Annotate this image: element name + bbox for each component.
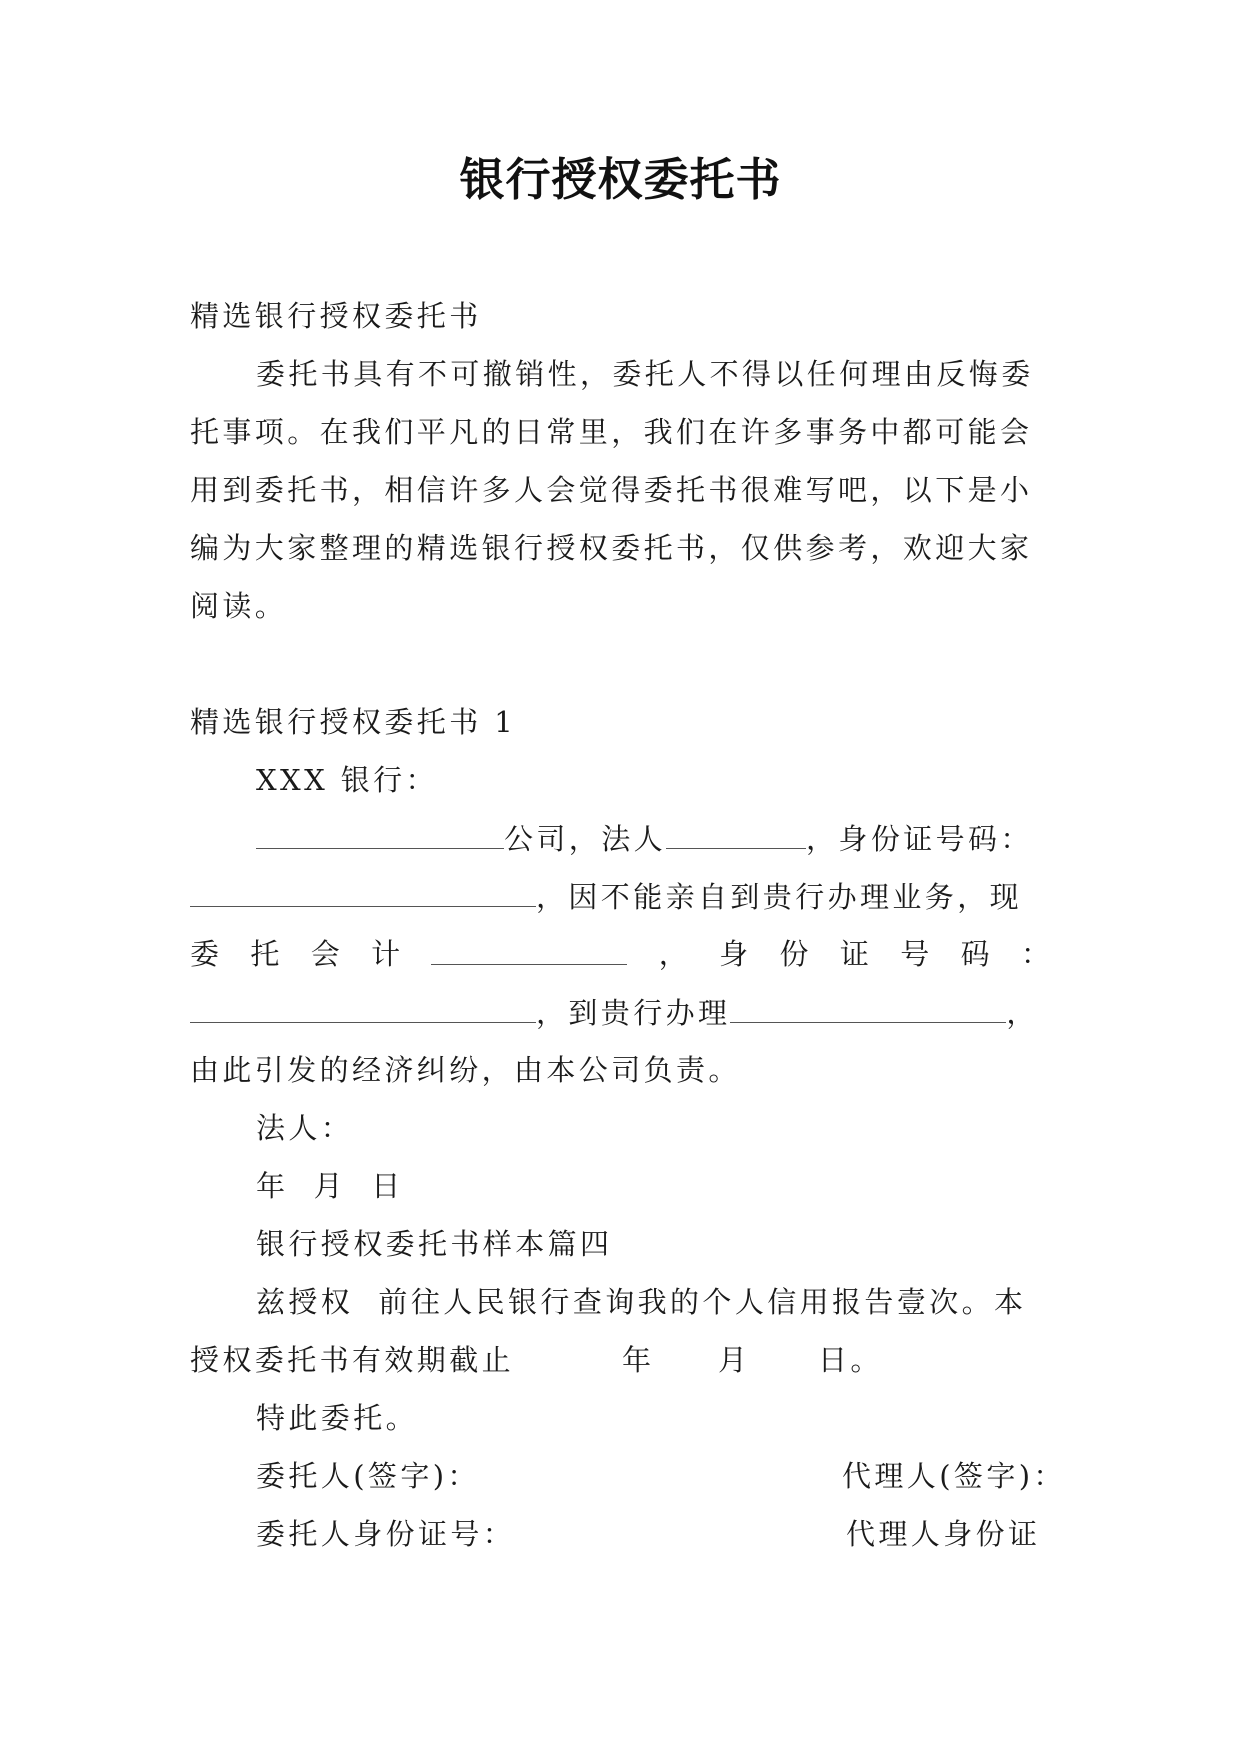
intro-line-1: 委托书具有不可撤销性，委托人不得以任何理由反悔委	[256, 357, 1034, 391]
id-number-label: ，身份证号码：	[806, 822, 1033, 856]
principal-id-label: 委托人身份证号：	[256, 1517, 516, 1551]
intro-line-4: 编为大家整理的精选银行授权委托书，仅供参考，欢迎大家	[190, 531, 1033, 565]
agent-signature-label: 代理人(签字)：	[842, 1459, 1066, 1493]
liability-line: 由此引发的经济纠纷，由本公司负责。	[190, 1053, 741, 1087]
date-line: 年 月 日	[256, 1169, 404, 1203]
accountant-tail-char: ：	[1020, 937, 1050, 971]
accountant-id-blank	[190, 992, 536, 1023]
special-entrust: 特此委托。	[256, 1401, 419, 1435]
accountant-tail-char: 号	[900, 937, 930, 971]
section-4-title: 银行授权委托书样本篇四	[256, 1227, 613, 1261]
section-1-title: 精选银行授权委托书 1	[190, 705, 517, 739]
intro-line-5: 阅读。	[190, 589, 288, 623]
document-title: 银行授权委托书	[459, 153, 782, 206]
principal-signature-label: 委托人(签字)：	[256, 1459, 480, 1493]
body-line-4	[190, 992, 1060, 1033]
accountant-tail-char: ，	[658, 937, 688, 971]
legal-person-blank	[666, 818, 806, 849]
document-subtitle: 精选银行授权委托书	[190, 299, 482, 333]
authorization-line-2	[190, 1340, 1050, 1380]
body-line-2	[190, 876, 1050, 917]
legal-id-blank	[190, 876, 536, 907]
intro-line-3: 用到委托书，相信许多人会觉得委托书很难写吧，以下是小	[190, 473, 1033, 507]
legal-person-label: 法人：	[256, 1111, 354, 1145]
validity-day: 日。	[818, 1343, 883, 1377]
accountant-char: 托	[250, 937, 280, 971]
body-line-1	[256, 818, 1056, 859]
comma: ，	[1006, 996, 1039, 1030]
accountant-tail-char: 份	[779, 937, 809, 971]
body-line-3	[190, 934, 1050, 974]
accountant-tail-char: 证	[839, 937, 869, 971]
authorization-line-1: 兹授权 前往人民银行查询我的个人信用报告壹次。本	[256, 1285, 1027, 1319]
validity-prefix: 授权委托书有效期截止	[190, 1343, 515, 1377]
accountant-char: 计	[371, 937, 401, 971]
company-name-blank	[256, 818, 504, 849]
agent-id-label: 代理人身份证	[846, 1517, 1041, 1551]
validity-year: 年	[622, 1343, 655, 1377]
accountant-tail-char: 身	[719, 937, 749, 971]
accountant-name-blank	[431, 934, 627, 965]
company-label: 公司，法人	[504, 822, 667, 856]
business-blank	[730, 992, 1006, 1023]
salutation: XXX 银行：	[256, 763, 438, 797]
accountant-char: 会	[310, 937, 340, 971]
accountant-tail-char: 码	[960, 937, 990, 971]
handle-text: ，到贵行办理	[536, 996, 731, 1030]
accountant-char: 委	[190, 937, 220, 971]
intro-line-2: 托事项。在我们平凡的日常里，我们在许多事务中都可能会	[190, 415, 1033, 449]
validity-month: 月	[718, 1343, 751, 1377]
reason-text: ，因不能亲自到贵行办理业务，现	[536, 880, 1023, 914]
